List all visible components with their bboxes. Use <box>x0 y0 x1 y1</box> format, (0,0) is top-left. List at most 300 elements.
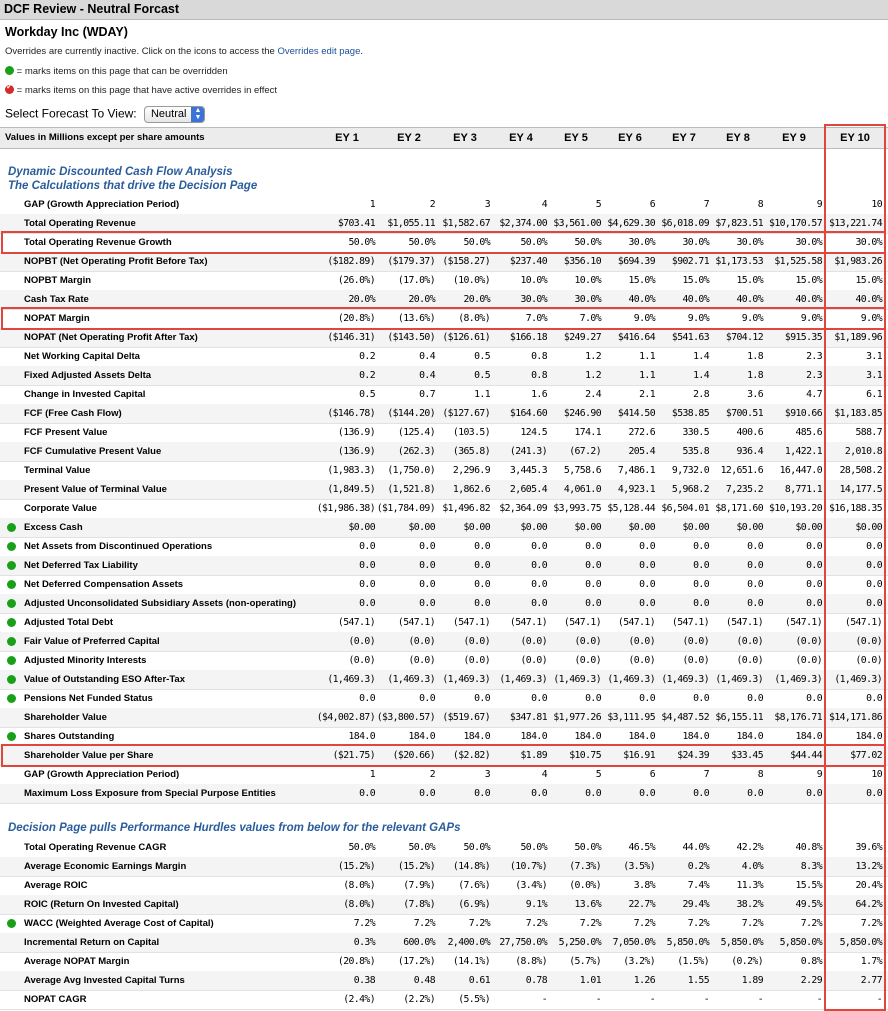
cell-ey4: $237.40 <box>509 256 547 267</box>
cell-ey6: $3,111.95 <box>607 712 655 723</box>
cell-ey10: 2.77 <box>860 975 882 986</box>
row-label: Shareholder Value per Share <box>24 750 154 761</box>
cell-ey3: 20.0% <box>463 294 490 305</box>
cell-ey4: 0.8 <box>531 351 547 362</box>
cell-ey1: 0.0 <box>359 579 375 590</box>
cell-ey6: (1,469.3) <box>607 674 655 685</box>
cell-ey4: 0.0 <box>531 579 547 590</box>
cell-ey10: 13.2% <box>855 861 882 872</box>
forecast-select[interactable] <box>144 106 205 123</box>
cell-ey9: 0.0 <box>806 693 822 704</box>
row-label: NOPAT Margin <box>24 313 90 324</box>
row-label: NOPBT Margin <box>24 275 92 286</box>
cell-ey3: 0.5 <box>474 370 490 381</box>
cell-ey9: 40.0% <box>795 294 822 305</box>
cell-ey7: 5,968.2 <box>671 484 709 495</box>
cell-ey8: $33.45 <box>731 750 763 761</box>
cell-ey3: 0.0 <box>474 788 490 799</box>
section-title-dcf <box>8 165 257 193</box>
cell-ey4: $347.81 <box>509 712 547 723</box>
cell-ey7: (547.1) <box>671 617 709 628</box>
cell-ey4: 0.0 <box>531 541 547 552</box>
cell-ey8: 0.0 <box>747 693 763 704</box>
cell-ey1: 184.0 <box>348 731 375 742</box>
cell-ey6: 15.0% <box>628 275 655 286</box>
cell-ey4: $2,374.00 <box>499 218 547 229</box>
cell-ey8: $6,155.11 <box>715 712 763 723</box>
cell-ey9: 7.2% <box>800 918 822 929</box>
cell-ey7: 2.8 <box>693 389 709 400</box>
cell-ey1: 1 <box>369 769 375 780</box>
cell-ey5: 0.0 <box>585 598 601 609</box>
cell-ey10: $1,183.85 <box>834 408 882 419</box>
cell-ey2: 0.0 <box>419 693 435 704</box>
cell-ey9: 2.29 <box>800 975 822 986</box>
cell-ey5: $356.10 <box>563 256 601 267</box>
row-label: Incremental Return on Capital <box>24 937 160 948</box>
override-dot-icon[interactable] <box>7 561 16 570</box>
cell-ey2: 600.0% <box>403 937 435 948</box>
cell-ey6: (547.1) <box>617 617 655 628</box>
cell-ey9: 9.0% <box>800 313 822 324</box>
cell-ey10: 0.0 <box>866 598 882 609</box>
column-header-ey4: EY 4 <box>509 132 533 144</box>
cell-ey10: (0.0) <box>855 655 882 666</box>
override-dot-icon[interactable] <box>7 656 16 665</box>
cell-ey6: (0.0) <box>628 636 655 647</box>
cell-ey1: 0.3% <box>353 937 375 948</box>
cell-ey4: $0.00 <box>520 522 547 533</box>
cell-ey2: ($144.20) <box>387 408 435 419</box>
cell-ey9: 15.5% <box>795 880 822 891</box>
table-row <box>0 594 888 614</box>
cell-ey3: ($127.67) <box>442 408 490 419</box>
cell-ey7: 330.5 <box>682 427 709 438</box>
cell-ey2: (7.9%) <box>403 880 435 891</box>
cell-ey2: 184.0 <box>408 731 435 742</box>
row-label: Shareholder Value <box>24 712 107 723</box>
cell-ey5: 184.0 <box>574 731 601 742</box>
table-row <box>0 271 888 291</box>
cell-ey9: $10,170.57 <box>769 218 822 229</box>
cell-ey5: 0.0 <box>585 541 601 552</box>
cell-ey5: 0.0 <box>585 560 601 571</box>
cell-ey6: 2.1 <box>639 389 655 400</box>
cell-ey5: 30.0% <box>574 294 601 305</box>
company-name: Workday Inc (WDAY) <box>5 25 128 39</box>
cell-ey5: 5 <box>595 769 601 780</box>
cell-ey6: $4,629.30 <box>607 218 655 229</box>
cell-ey2: (1,469.3) <box>387 674 435 685</box>
row-label: Total Operating Revenue CAGR <box>24 842 167 853</box>
cell-ey6: 0.0 <box>639 598 655 609</box>
cell-ey7: $6,018.09 <box>661 218 709 229</box>
cell-ey6: $416.64 <box>617 332 655 343</box>
cell-ey10: (547.1) <box>844 617 882 628</box>
cell-ey4: 50.0% <box>520 237 547 248</box>
cell-ey6: 7,050.0% <box>612 937 655 948</box>
cell-ey1: ($146.31) <box>327 332 375 343</box>
cell-ey4: 0.0 <box>531 560 547 571</box>
table-row <box>0 575 888 595</box>
cell-ey3: (0.0) <box>463 636 490 647</box>
cell-ey4: (10.7%) <box>509 861 547 872</box>
cell-ey3: (103.5) <box>452 427 490 438</box>
cell-ey6: 205.4 <box>628 446 655 457</box>
cell-ey3: (365.8) <box>452 446 490 457</box>
cell-ey8: (0.2%) <box>731 956 763 967</box>
cell-ey6: - <box>649 994 655 1005</box>
updown-arrows-icon: ▲ ▼ <box>191 107 204 122</box>
cell-ey3: ($126.61) <box>442 332 490 343</box>
cell-ey5: 5,758.6 <box>563 465 601 476</box>
header-label: Values in Millions except per share amounts <box>5 132 205 143</box>
cell-ey7: 5,850.0% <box>666 937 709 948</box>
cell-ey9: $10,193.20 <box>769 503 822 514</box>
cell-ey4: 9.1% <box>525 899 547 910</box>
cell-ey10: 15.0% <box>855 275 882 286</box>
column-header-ey2: EY 2 <box>397 132 421 144</box>
cell-ey3: (7.6%) <box>458 880 490 891</box>
cell-ey4: 4 <box>541 199 547 210</box>
override-dot-icon[interactable] <box>7 599 16 608</box>
cell-ey1: 0.0 <box>359 598 375 609</box>
cell-ey9: 184.0 <box>795 731 822 742</box>
cell-ey5: $3,993.75 <box>553 503 601 514</box>
cell-ey9: (1,469.3) <box>774 674 822 685</box>
cell-ey10: 20.4% <box>855 880 882 891</box>
overrides-edit-link[interactable]: Overrides edit page <box>277 46 361 57</box>
cell-ey2: 2 <box>429 769 435 780</box>
cell-ey6: 7.2% <box>633 918 655 929</box>
cell-ey3: (5.5%) <box>458 994 490 1005</box>
cell-ey10: 6.1 <box>866 389 882 400</box>
cell-ey8: 0.0 <box>747 598 763 609</box>
cell-ey5: $1,977.26 <box>553 712 601 723</box>
cell-ey3: $0.00 <box>463 522 490 533</box>
cell-ey8: 4.0% <box>741 861 763 872</box>
cell-ey8: 936.4 <box>736 446 763 457</box>
cell-ey10: 2,010.8 <box>844 446 882 457</box>
cell-ey10: 10 <box>871 769 882 780</box>
row-label: Adjusted Minority Interests <box>24 655 147 666</box>
cell-ey8: 40.0% <box>736 294 763 305</box>
cell-ey9: $910.66 <box>784 408 822 419</box>
row-label: GAP (Growth Appreciation Period) <box>24 769 180 780</box>
cell-ey3: 1,862.6 <box>452 484 490 495</box>
cell-ey1: 0.38 <box>353 975 375 986</box>
cell-ey6: $414.50 <box>617 408 655 419</box>
cell-ey8: 15.0% <box>736 275 763 286</box>
cell-ey1: 0.0 <box>359 541 375 552</box>
cell-ey1: ($182.89) <box>327 256 375 267</box>
cell-ey9: 2.3 <box>806 351 822 362</box>
table-row <box>0 838 888 858</box>
cell-ey8: 12,651.6 <box>720 465 763 476</box>
cell-ey3: 50.0% <box>463 237 490 248</box>
cell-ey7: $538.85 <box>671 408 709 419</box>
cell-ey4: 4 <box>541 769 547 780</box>
cell-ey2: (15.2%) <box>397 861 435 872</box>
cell-ey5: 10.0% <box>574 275 601 286</box>
cell-ey7: $0.00 <box>682 522 709 533</box>
table-row <box>0 857 888 877</box>
cell-ey2: $1,055.11 <box>387 218 435 229</box>
cell-ey2: 0.0 <box>419 560 435 571</box>
cell-ey8: 0.0 <box>747 541 763 552</box>
cell-ey8: 0.0 <box>747 788 763 799</box>
cell-ey8: (1,469.3) <box>715 674 763 685</box>
cell-ey3: (6.9%) <box>458 899 490 910</box>
cell-ey9: 5,850.0% <box>779 937 822 948</box>
cell-ey7: 0.0 <box>693 788 709 799</box>
cell-ey2: (1,521.8) <box>387 484 435 495</box>
cell-ey7: $541.63 <box>671 332 709 343</box>
cell-ey3: 0.5 <box>474 351 490 362</box>
cell-ey9: 15.0% <box>795 275 822 286</box>
cell-ey6: (3.5%) <box>623 861 655 872</box>
cell-ey5: 50.0% <box>574 842 601 853</box>
cell-ey1: (0.0) <box>348 636 375 647</box>
cell-ey4: (1,469.3) <box>499 674 547 685</box>
cell-ey6: $694.39 <box>617 256 655 267</box>
cell-ey1: 7.2% <box>353 918 375 929</box>
cell-ey6: 6 <box>649 769 655 780</box>
cell-ey3: 0.0 <box>474 579 490 590</box>
section-title-dcf-line: The Calculations that drive the Decision Page <box>8 180 258 192</box>
cell-ey6: 272.6 <box>628 427 655 438</box>
cell-ey6: 6 <box>649 199 655 210</box>
section-title-dcf-line: Dynamic Discounted Cash Flow Analysis <box>8 166 233 178</box>
cell-ey7: 0.0 <box>693 598 709 609</box>
override-dot-icon[interactable] <box>7 694 16 703</box>
cell-ey3: 0.0 <box>474 598 490 609</box>
red-legend-text: = marks items on this page that have active overrides in effect <box>16 85 278 96</box>
cell-ey8: $704.12 <box>725 332 763 343</box>
cell-ey3: 0.0 <box>474 541 490 552</box>
column-header-ey8: EY 8 <box>726 132 750 144</box>
override-dot-icon[interactable] <box>7 523 16 532</box>
cell-ey9: - <box>816 994 822 1005</box>
row-label: Corporate Value <box>24 503 97 514</box>
cell-ey8: 184.0 <box>736 731 763 742</box>
cell-ey2: $0.00 <box>408 522 435 533</box>
cell-ey6: 22.7% <box>628 899 655 910</box>
override-dot-icon[interactable] <box>7 618 16 627</box>
cell-ey1: $703.41 <box>337 218 375 229</box>
cell-ey9: 0.0 <box>806 560 822 571</box>
cell-ey9: 9 <box>816 199 822 210</box>
cell-ey5: (1,469.3) <box>553 674 601 685</box>
override-active-icon <box>5 85 14 94</box>
cell-ey2: 0.7 <box>419 389 435 400</box>
cell-ey9: 4.7 <box>806 389 822 400</box>
row-label: Adjusted Unconsolidated Subsidiary Assets (non-operating) <box>24 598 297 609</box>
cell-ey8: (547.1) <box>725 617 763 628</box>
overrides-note-text: Overrides are currently inactive. Click on the icons to access the <box>5 46 278 57</box>
cell-ey6: 0.0 <box>639 579 655 590</box>
cell-ey4: 50.0% <box>520 842 547 853</box>
override-dot-icon[interactable] <box>7 542 16 551</box>
cell-ey3: (14.8%) <box>452 861 490 872</box>
cell-ey5: (547.1) <box>563 617 601 628</box>
cell-ey5: 1.2 <box>585 370 601 381</box>
cell-ey7: 184.0 <box>682 731 709 742</box>
cell-ey1: (20.8%) <box>337 956 375 967</box>
cell-ey6: 1.26 <box>633 975 655 986</box>
row-label: Excess Cash <box>24 522 83 533</box>
cell-ey8: 1.89 <box>741 975 763 986</box>
cell-ey1: (1,983.3) <box>327 465 375 476</box>
cell-ey6: 0.0 <box>639 693 655 704</box>
row-label: WACC (Weighted Average Cost of Capital) <box>24 918 214 929</box>
table-row <box>0 689 888 709</box>
cell-ey4: 184.0 <box>520 731 547 742</box>
cell-ey1: 20.0% <box>348 294 375 305</box>
table-row <box>0 366 888 386</box>
column-header-ey6: EY 6 <box>618 132 642 144</box>
table-row <box>0 765 888 785</box>
cell-ey3: (8.0%) <box>458 313 490 324</box>
cell-ey10: 28,508.2 <box>839 465 882 476</box>
cell-ey2: ($3,800.57) <box>376 712 435 723</box>
row-label: Average NOPAT Margin <box>24 956 130 967</box>
cell-ey7: $24.39 <box>677 750 709 761</box>
cell-ey7: 9,732.0 <box>671 465 709 476</box>
cell-ey2: 0.0 <box>419 541 435 552</box>
table-row <box>0 252 888 272</box>
column-header-ey1: EY 1 <box>335 132 359 144</box>
table-row <box>0 895 888 915</box>
row-label: NOPBT (Net Operating Profit Before Tax) <box>24 256 208 267</box>
cell-ey5: (5.7%) <box>569 956 601 967</box>
override-dot-icon[interactable] <box>7 919 16 928</box>
forecast-selector <box>5 106 205 123</box>
cell-ey7: 0.0 <box>693 541 709 552</box>
cell-ey7: 0.0 <box>693 579 709 590</box>
override-dot-icon[interactable] <box>7 675 16 684</box>
cell-ey5: - <box>595 994 601 1005</box>
cell-ey9: (0.0) <box>795 636 822 647</box>
cell-ey10: $1,983.26 <box>834 256 882 267</box>
table-row <box>0 328 888 348</box>
row-label: Total Operating Revenue <box>24 218 136 229</box>
cell-ey3: ($2.82) <box>452 750 490 761</box>
cell-ey10: $0.00 <box>855 522 882 533</box>
override-dot-icon[interactable] <box>7 637 16 646</box>
row-label: Average Avg Invested Capital Turns <box>24 975 185 986</box>
cell-ey7: 0.0 <box>693 693 709 704</box>
cell-ey2: 50.0% <box>408 237 435 248</box>
override-dot-icon[interactable] <box>7 732 16 741</box>
cell-ey7: 1.4 <box>693 351 709 362</box>
cell-ey1: (136.9) <box>337 427 375 438</box>
cell-ey9: 0.0 <box>806 788 822 799</box>
cell-ey8: 0.0 <box>747 579 763 590</box>
cell-ey2: 2 <box>429 199 435 210</box>
cell-ey2: 0.0 <box>419 579 435 590</box>
cell-ey3: 0.0 <box>474 560 490 571</box>
cell-ey10: $16,188.35 <box>829 503 882 514</box>
cell-ey10: 10 <box>871 199 882 210</box>
overrides-note-end: . <box>360 46 364 57</box>
cell-ey7: 1.4 <box>693 370 709 381</box>
cell-ey9: $44.44 <box>790 750 822 761</box>
cell-ey8: 30.0% <box>736 237 763 248</box>
cell-ey6: 184.0 <box>628 731 655 742</box>
cell-ey6: 3.8% <box>633 880 655 891</box>
cell-ey8: 42.2% <box>736 842 763 853</box>
cell-ey4: 124.5 <box>520 427 547 438</box>
cell-ey10: 9.0% <box>860 313 882 324</box>
table-row <box>0 613 888 633</box>
cell-ey3: $1,496.82 <box>442 503 490 514</box>
cell-ey4: $1.89 <box>520 750 547 761</box>
table-row <box>0 708 888 728</box>
cell-ey5: (0.0) <box>574 655 601 666</box>
cell-ey2: ($20.66) <box>392 750 435 761</box>
forecast-selected-value: Neutral <box>150 108 187 120</box>
cell-ey9: 0.0 <box>806 598 822 609</box>
cell-ey4: 0.8 <box>531 370 547 381</box>
cell-ey7: 7.2% <box>687 918 709 929</box>
cell-ey7: 1.55 <box>687 975 709 986</box>
cell-ey4: 0.0 <box>531 693 547 704</box>
cell-ey7: (0.0) <box>682 655 709 666</box>
cell-ey2: ($143.50) <box>387 332 435 343</box>
cell-ey4: 30.0% <box>520 294 547 305</box>
row-label: Total Operating Revenue Growth <box>24 237 172 248</box>
row-label: Net Deferred Compensation Assets <box>24 579 184 590</box>
cell-ey8: 1.8 <box>747 370 763 381</box>
cell-ey7: 7 <box>703 769 709 780</box>
column-header-ey3: EY 3 <box>453 132 477 144</box>
cell-ey5: $249.27 <box>563 332 601 343</box>
cell-ey2: (13.6%) <box>397 313 435 324</box>
cell-ey4: 0.0 <box>531 598 547 609</box>
cell-ey3: (1,469.3) <box>442 674 490 685</box>
table-row <box>0 952 888 972</box>
cell-ey1: 0.2 <box>359 370 375 381</box>
table-row <box>0 423 888 443</box>
cell-ey1: (1,469.3) <box>327 674 375 685</box>
cell-ey4: (0.0) <box>520 636 547 647</box>
cell-ey5: 13.6% <box>574 899 601 910</box>
cell-ey3: 7.2% <box>468 918 490 929</box>
cell-ey2: (1,750.0) <box>387 465 435 476</box>
cell-ey4: $166.18 <box>509 332 547 343</box>
column-header-ey7: EY 7 <box>672 132 696 144</box>
cell-ey6: 1.1 <box>639 351 655 362</box>
cell-ey5: 0.0 <box>585 693 601 704</box>
table-row <box>0 499 888 519</box>
cell-ey4: 27,750.0% <box>499 937 547 948</box>
highlight-ey10-column <box>824 124 886 1011</box>
cell-ey2: (125.4) <box>397 427 435 438</box>
cell-ey6: 46.5% <box>628 842 655 853</box>
cell-ey8: (0.0) <box>736 655 763 666</box>
table-row <box>0 784 888 804</box>
cell-ey10: $13,221.74 <box>829 218 882 229</box>
table-row <box>0 404 888 424</box>
table-row <box>0 933 888 953</box>
cell-ey3: 2,296.9 <box>452 465 490 476</box>
override-available-icon <box>5 66 14 75</box>
cell-ey9: $0.00 <box>795 522 822 533</box>
cell-ey3: (0.0) <box>463 655 490 666</box>
override-dot-icon[interactable] <box>7 580 16 589</box>
cell-ey6: (0.0) <box>628 655 655 666</box>
